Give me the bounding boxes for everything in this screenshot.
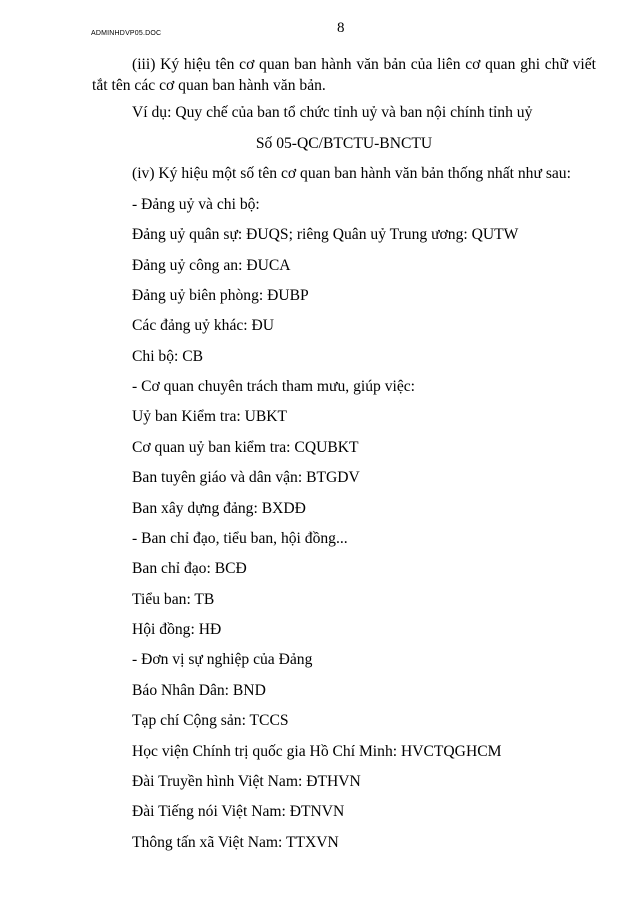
list-line: Ban tuyên giáo và dân vận: BTGDV — [132, 469, 360, 486]
list-line: Uỷ ban Kiểm tra: UBKT — [132, 408, 288, 425]
list-line: Hội đồng: HĐ — [132, 621, 222, 638]
example-code: Số 05-QC/BTCTU-BNCTU — [255, 135, 433, 152]
list-line: Ban chỉ đạo: BCĐ — [132, 560, 247, 577]
file-name-label: ADMINHDVP05.DOC — [91, 30, 162, 37]
list-line: Các đảng uỷ khác: ĐU — [132, 317, 275, 334]
list-line: Tạp chí Cộng sản: TCCS — [132, 712, 289, 729]
example-line: Ví dụ: Quy chế của ban tổ chức tỉnh uỷ và ban nội chính tỉnh uỷ — [132, 104, 533, 121]
document-body — [92, 54, 596, 851]
list-line: Đảng uỷ công an: ĐUCA — [132, 257, 291, 274]
list-line: Cơ quan uỷ ban kiểm tra: CQUBKT — [132, 439, 359, 456]
list-line: Ban xây dựng đảng: BXDĐ — [132, 500, 306, 517]
list-line: Đảng uỷ biên phòng: ĐUBP — [132, 287, 309, 304]
list-line: Đài Tiếng nói Việt Nam: ĐTNVN — [132, 803, 345, 820]
list-line: Tiểu ban: TB — [132, 591, 215, 608]
paragraph-iv: (iv) Ký hiệu một số tên cơ quan ban hành văn bản thống nhất như sau: — [132, 165, 571, 182]
list-line: Đảng uỷ quân sự: ĐUQS; riêng Quân uỷ Trung ương: QUTW — [132, 226, 519, 243]
list-line: Học viện Chính trị quốc gia Hồ Chí Minh: HVCTQGHCM — [132, 743, 502, 760]
list-line: Thông tấn xã Việt Nam: TTXVN — [132, 834, 339, 851]
list-line: - Ban chỉ đạo, tiểu ban, hội đồng... — [132, 530, 348, 547]
list-line: - Đảng uỷ và chi bộ: — [132, 196, 260, 213]
list-line: Báo Nhân Dân: BND — [132, 682, 266, 699]
list-line: - Cơ quan chuyên trách tham mưu, giúp việc: — [132, 378, 416, 395]
page-number: 8 — [337, 20, 345, 36]
paragraph-iii: (iii) Ký hiệu tên cơ quan ban hành văn bản của liên cơ quan ghi chữ viết tắt tên các cơ quan ban hành văn bản. — [92, 56, 596, 94]
list-line: Đài Truyền hình Việt Nam: ĐTHVN — [132, 773, 361, 790]
list-line: Chi bộ: CB — [132, 348, 204, 365]
list-line: - Đơn vị sự nghiệp của Đảng — [132, 651, 313, 668]
